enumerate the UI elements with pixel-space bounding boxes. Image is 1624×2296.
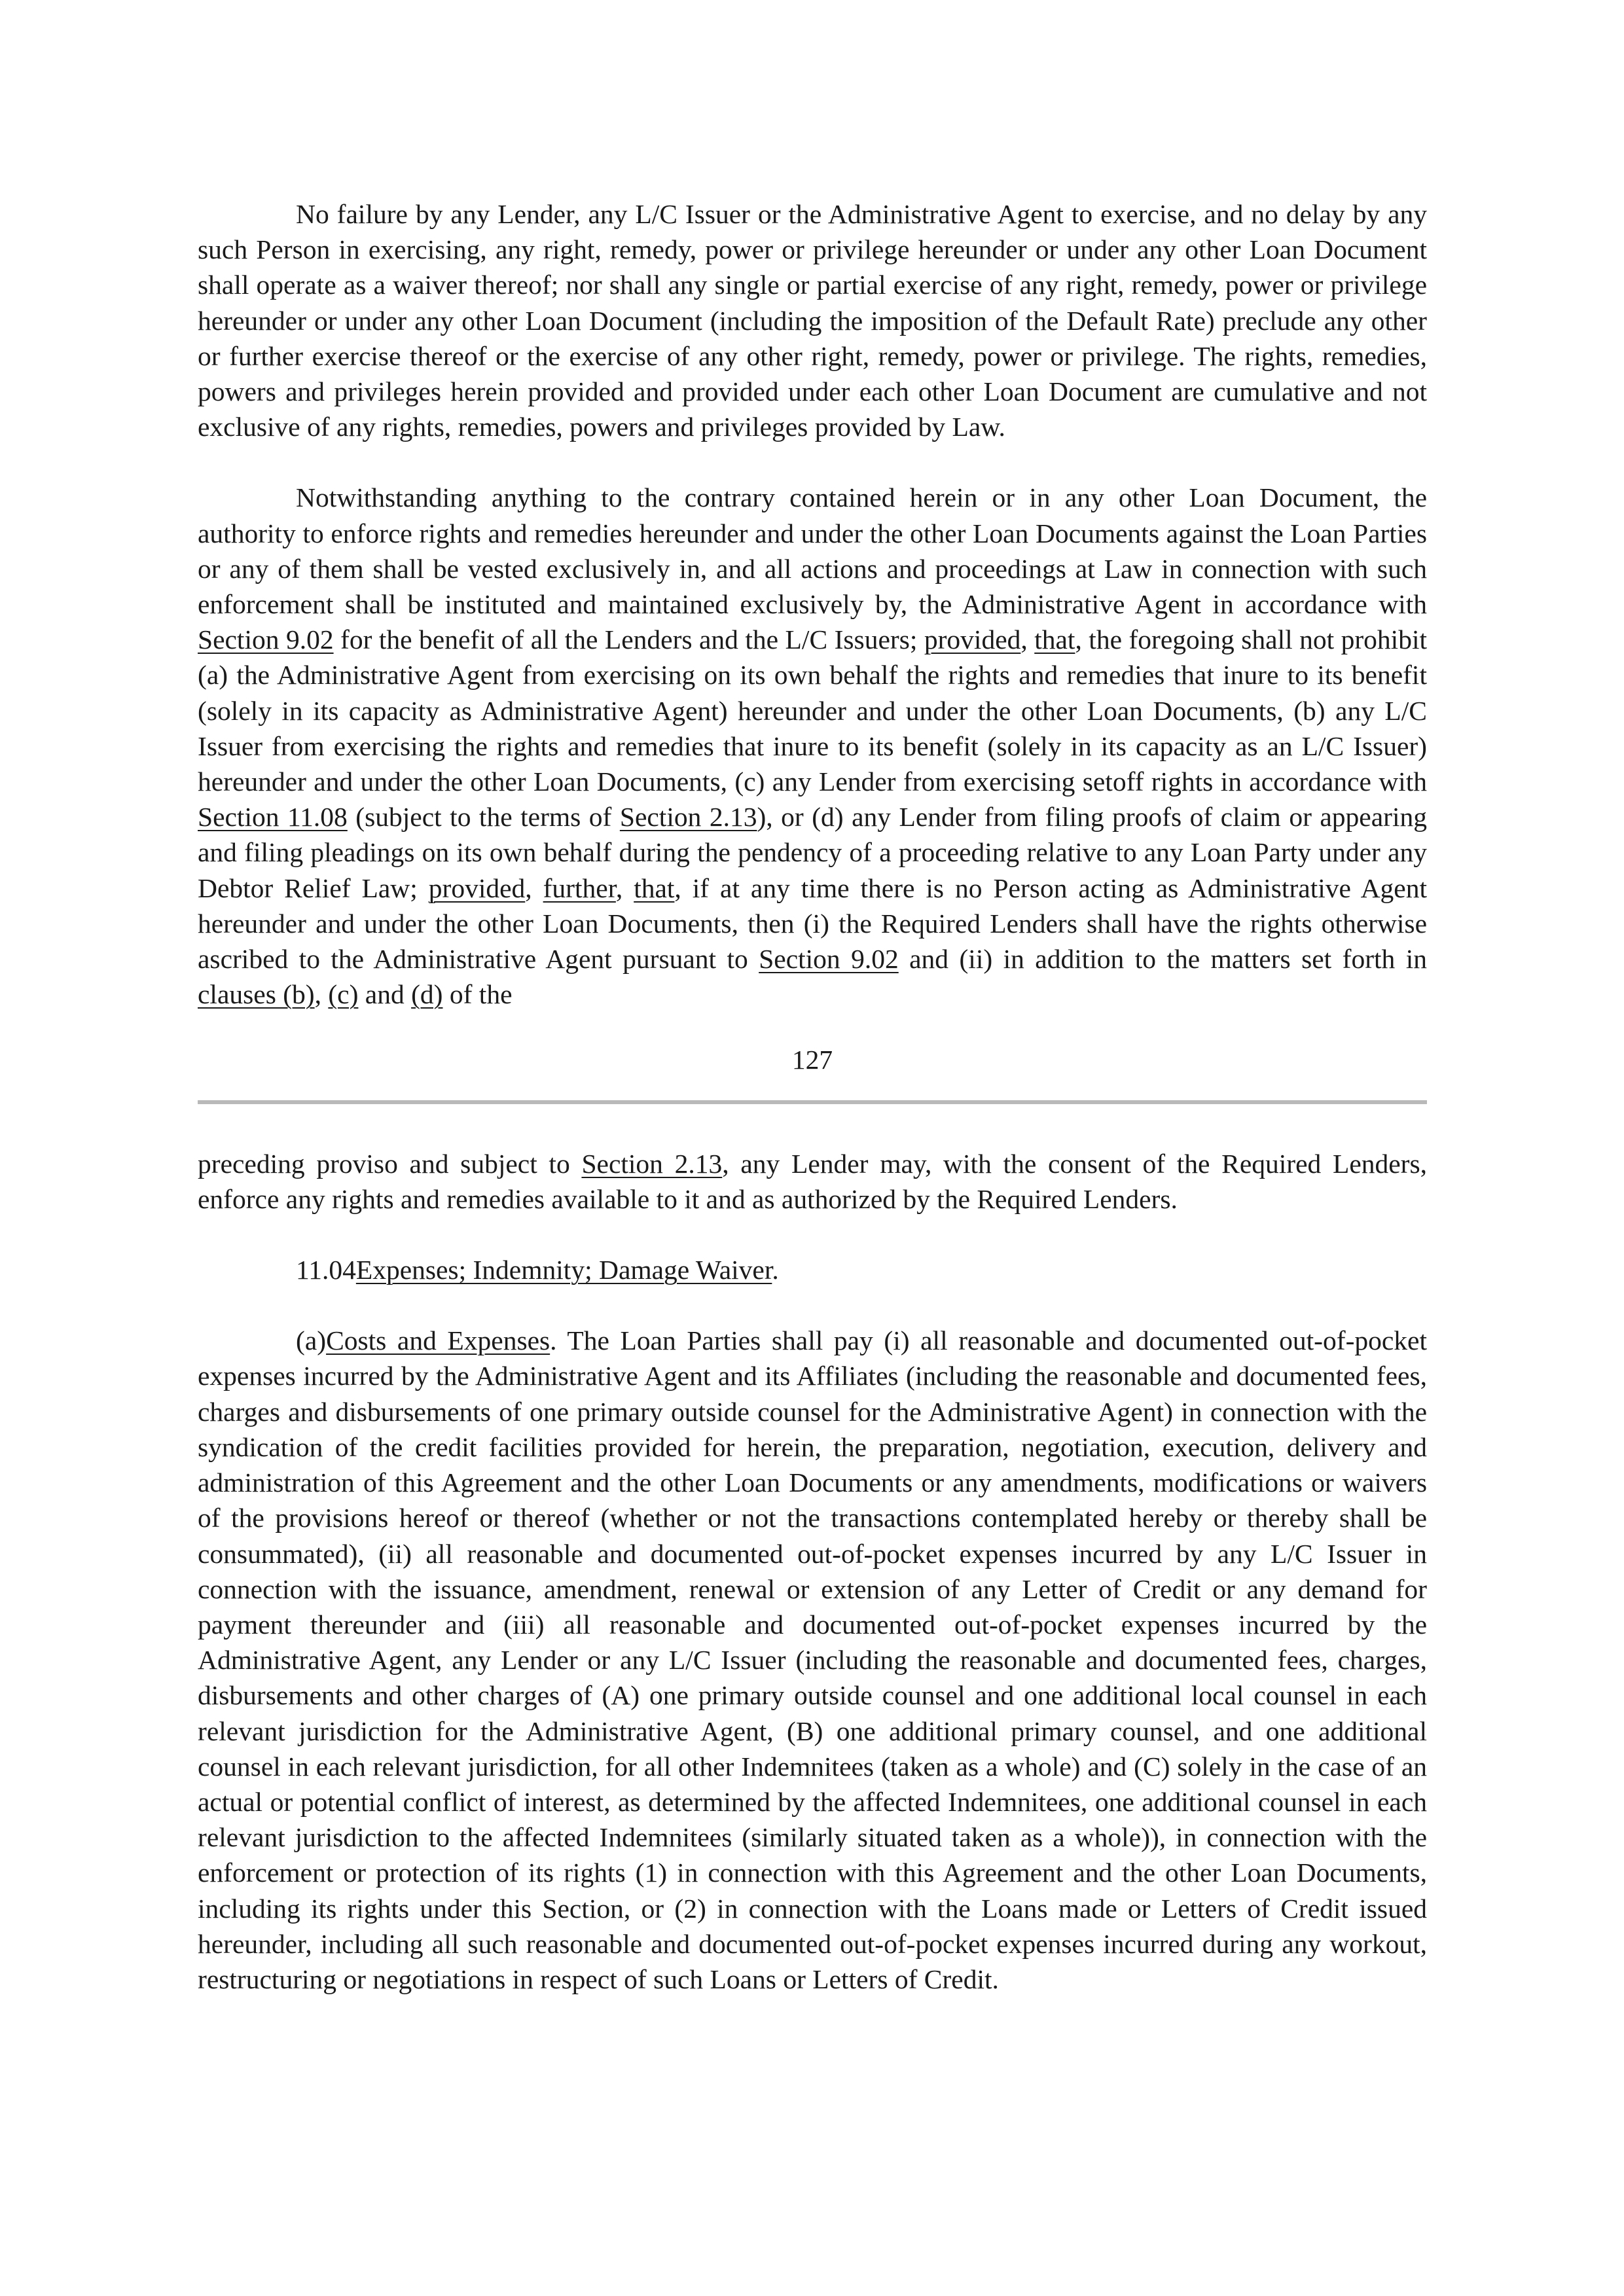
- text-run: ,: [314, 979, 329, 1010]
- proviso-provided-2: provided: [428, 872, 526, 903]
- text-run: , any Lender may, with the consent of the Required Lenders, enforce any rights and remedies available to it and as authorized by the Required Lenders.: [198, 1148, 1428, 1214]
- section-reference-2-13-2: Section 2.13: [581, 1148, 723, 1179]
- section-reference-9-02-2: Section 9.02: [759, 944, 899, 975]
- page-break-divider: [198, 1100, 1427, 1104]
- paragraph-proviso-continued: [198, 1146, 1427, 1217]
- text-run: ,: [1020, 624, 1035, 655]
- clause-label: (a): [296, 1325, 327, 1356]
- proviso-further: further: [543, 872, 616, 903]
- text-run: ), or (d) any Lender from filing proofs of claim or appearing and filing pleadings on its own behalf during the pendency of a proceeding relative to any Loan Party under any Debtor Relief Law;: [198, 802, 1427, 903]
- paragraph-costs-and-expenses: [198, 1323, 1427, 1997]
- text-run: of the: [442, 979, 513, 1010]
- text-run: .: [772, 1255, 779, 1285]
- paragraph-no-waiver: No failure by any Lender, any L/C Issuer or the Administrative Agent to exercise, and no delay by any such Person in exercising, any right, remedy, power or privilege hereunder or under any other Loan Document shall operate as a waiver thereof; nor shall any single or partial exercise of any right, remedy, power or privilege hereunder or under any other Loan Document (including the imposition of the Default Rate) preclude any other or further exercise thereof or the exercise of any other right, remedy, power or privilege. The rights, remedies, powers and privileges herein provided and provided under each other Loan Document are cumulative and not exclusive of any rights, remedies, powers and privileges provided by Law.: [198, 199, 1427, 442]
- section-number: 11.04: [296, 1255, 356, 1285]
- clause-reference-d: (d): [411, 979, 443, 1010]
- text-run: preceding proviso and subject to: [198, 1148, 582, 1179]
- section-reference-9-02: Section 9.02: [198, 624, 334, 655]
- text-run: ,: [525, 872, 543, 903]
- clause-reference-b: clauses (b): [198, 979, 315, 1010]
- text-run: (subject to the terms of: [347, 802, 620, 833]
- text-run: Notwithstanding anything to the contrary contained herein or in any other Loan Document, the authority to enforce rights and remedies hereunder and under the other Loan Documents against the Loan Parties or any of them shall be vested exclusively in, and all actions and proceedings at Law in connection with such enforcement shall be instituted and maintained exclusively by, the Administrative Agent in accordance with: [198, 482, 1427, 620]
- text-run: . The Loan Parties shall pay (i) all reasonable and documented out-of-pocket expenses incurred by the Administrative Agent and its Affiliates (including the reasonable and documented fees, charges and disbursements of one primary outside counsel for the Administrative Agent) in connection with the syndication of the credit facilities provided for herein, the preparation, negotiation, execution, delivery and administration of this Agreement and the other Loan Documents or any amendments, modifications or waivers of the provisions hereof or thereof (whether or not the transactions contemplated hereby or thereby shall be consummated), (ii) all reasonable and documented out-of-pocket expenses incurred by any L/C Issuer in connection with the issuance, amendment, renewal or extension of any Letter of Credit or any demand for payment thereunder and (iii) all reasonable and documented out-of-pocket expenses incurred by the Administrative Agent, any Lender or any L/C Issuer (including the reasonable and documented fees, charges, disbursements and other charges of (A) one primary outside counsel and one additional local counsel in each relevant jurisdiction for the Administrative Agent, (B) one additional primary counsel, and one additional counsel in each relevant jurisdiction, for all other Indemnitees (taken as a whole) and (C) solely in the case of an actual or potential conflict of interest, as determined by the affected Indemnitees, one additional counsel in each relevant jurisdiction to the affected Indemnitees (similarly situated taken as a whole)), in connection with the enforcement or protection of its rights (1) in connection with this Agreement and the other Loan Documents, including its rights under this Section, or (2) in connection with the Loans made or Letters of Credit issued hereunder, including all such reasonable and documented out-of-pocket expenses incurred during any workout, restructuring or negotiations in respect of such Loans or Letters of Credit.: [198, 1325, 1428, 1994]
- proviso-that: that: [1034, 624, 1075, 655]
- text-run: , the foregoing shall not prohibit (a) the Administrative Agent from exercising on its own behalf the rights and remedies that inure to its benefit (solely in its capacity as Administrative Agent) hereunder and under the other Loan Documents, (b) any L/C Issuer from exercising the rights and remedies that inure to its benefit (solely in its capacity as an L/C Issuer) hereunder and under the other Loan Documents, (c) any Lender from exercising setoff rights in accordance with: [198, 624, 1428, 797]
- document-page: [198, 196, 1427, 1997]
- section-reference-2-13: Section 2.13: [619, 802, 757, 833]
- section-reference-11-08: Section 11.08: [198, 802, 348, 833]
- text-run: , if at any time there is no Person acting as Administrative Agent hereunder and under the other Loan Documents, then (i) the Required Lenders shall have the rights otherwise ascribed to the Administrative Agent pursuant to: [198, 872, 1427, 975]
- text-run: ,: [615, 872, 634, 903]
- section-heading-11-04: [198, 1252, 1427, 1287]
- section-title: Expenses; Indemnity; Damage Waiver: [355, 1255, 772, 1285]
- paragraph-enforcement: [198, 480, 1427, 1012]
- proviso-provided: provided: [924, 624, 1021, 655]
- page-number: 127: [791, 1045, 833, 1075]
- text-run: for the benefit of all the Lenders and the L/C Issuers;: [333, 624, 924, 655]
- clause-title: Costs and Expenses: [326, 1325, 550, 1356]
- text-run: and: [358, 979, 412, 1010]
- text-run: and (ii) in addition to the matters set forth in: [898, 944, 1427, 975]
- proviso-that-2: that: [634, 872, 675, 903]
- clause-reference-c: (c): [328, 979, 359, 1010]
